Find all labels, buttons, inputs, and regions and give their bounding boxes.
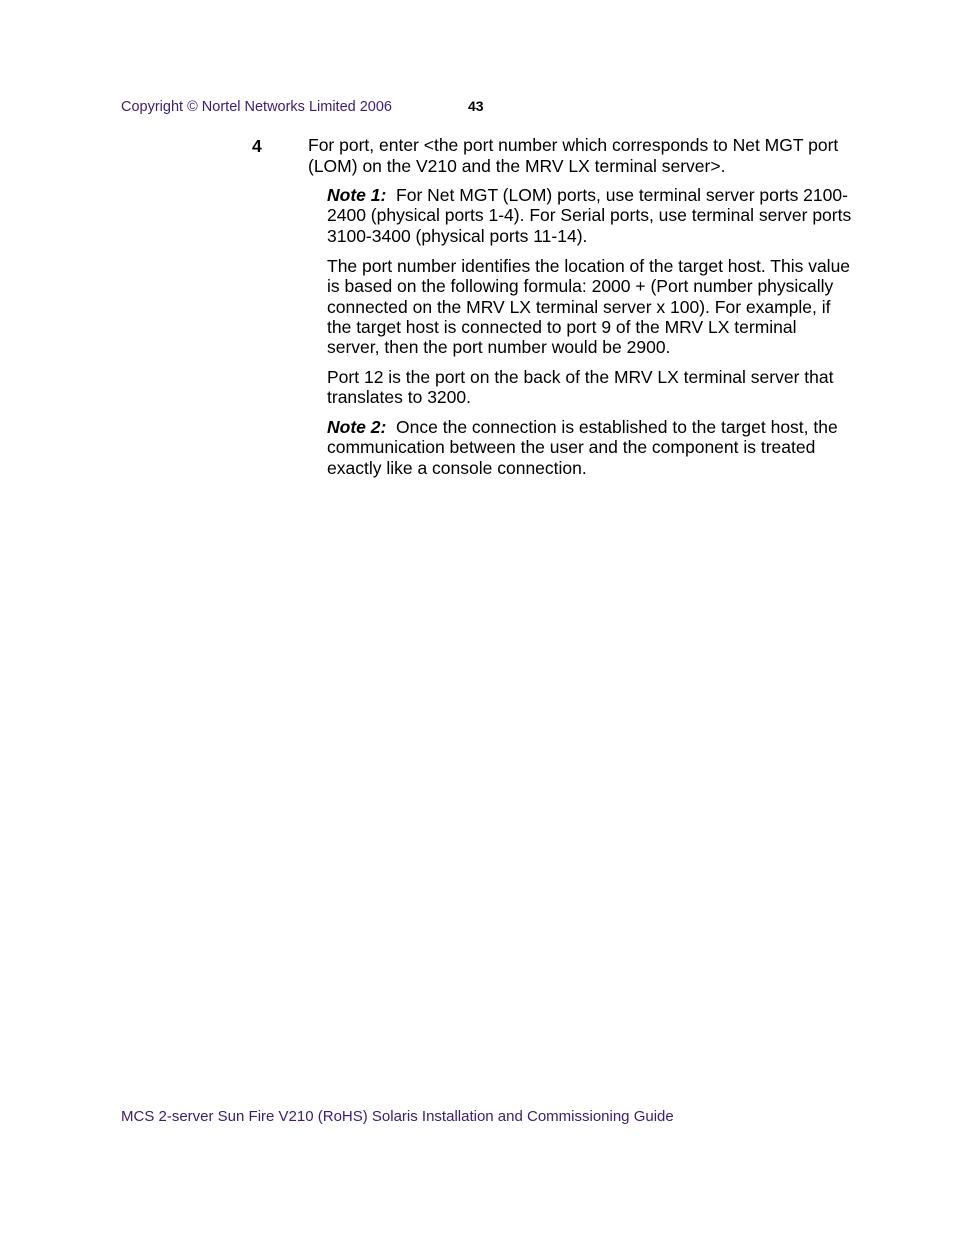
- note-1-label: Note 1:: [327, 185, 387, 205]
- note-1: [327, 185, 852, 246]
- page-number: 43: [468, 98, 484, 114]
- document-title-footer: MCS 2-server Sun Fire V210 (RoHS) Solaris Installation and Commissioning Guide: [121, 1108, 674, 1125]
- note-1-text: For Net MGT (LOM) ports, use terminal server ports 2100-2400 (physical ports 1-4). For Serial ports, use terminal server ports 3100-3400 (physical ports 11-14).: [327, 185, 852, 246]
- step-text: For port, enter <the port number which corresponds to Net MGT port (LOM) on the V210 and the MRV LX terminal server>.: [308, 135, 839, 176]
- copyright-notice: Copyright © Nortel Networks Limited 2006: [121, 99, 392, 115]
- note-2: [327, 417, 852, 478]
- formula-paragraph: The port number identifies the location of the target host. This value is based on the following formula: 2000 + (Port number physically connected on the MRV LX terminal server x 100). For example, if the target host is connected to port 9 of the MRV LX terminal server, then the port number would be 2900.: [327, 256, 851, 358]
- port-12-paragraph: Port 12 is the port on the back of the MRV LX terminal server that translates to 3200.: [327, 367, 834, 408]
- step-number: 4: [252, 136, 262, 156]
- note-2-label: Note 2:: [327, 417, 387, 437]
- note-2-text: Once the connection is established to the target host, the communication between the user and the component is treated exactly like a console connection.: [327, 417, 838, 478]
